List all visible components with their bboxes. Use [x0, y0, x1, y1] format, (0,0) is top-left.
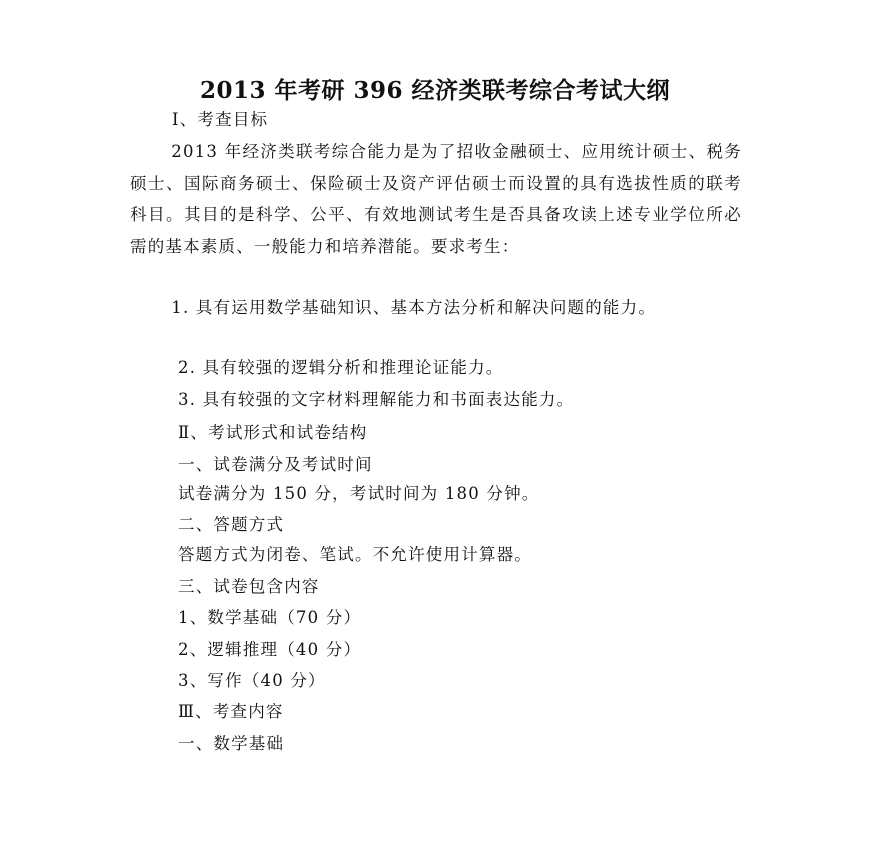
section3-heading: Ⅲ、考查内容 — [178, 702, 284, 721]
section1-heading: Ⅰ、考查目标 — [172, 110, 269, 129]
requirement-2: 2. 具有较强的逻辑分析和推理论证能力。 — [178, 358, 504, 377]
content-item-2: 2、逻辑推理（40 分） — [178, 640, 362, 659]
subsection2-heading: 二、答题方式 — [178, 515, 285, 534]
requirement-1: 1. 具有运用数学基础知识、基本方法分析和解决问题的能力。 — [171, 298, 657, 317]
subsection1-heading: 一、试卷满分及考试时间 — [178, 455, 373, 474]
content-item-3: 3、写作（40 分） — [178, 671, 326, 690]
section3-subsection1-heading: 一、数学基础 — [178, 734, 285, 753]
subsection2-text: 答题方式为闭卷、笔试。不允许使用计算器。 — [178, 545, 532, 564]
subsection1-text: 试卷满分为 150 分，考试时间为 180 分钟。 — [178, 484, 540, 503]
requirement-3: 3. 具有较强的文字材料理解能力和书面表达能力。 — [178, 390, 575, 409]
intro-paragraph: 2013 年经济类联考综合能力是为了招收金融硕士、应用统计硕士、税务硕士、国际商务硕士、保险硕士及资产评估硕士而设置的具有选拔性质的联考科目。其目的是科学、公平、有效地测试考生是否具备攻读上述专业学位所必需的基本素质、一般能力和培养潜能。要求考生： — [130, 142, 742, 256]
subsection3-heading: 三、试卷包含内容 — [178, 577, 320, 596]
document-title: 2013 年考研 396 经济类联考综合考试大纲 — [199, 77, 671, 104]
content-item-1: 1、数学基础（70 分） — [178, 608, 362, 627]
section2-heading: Ⅱ、考试形式和试卷结构 — [178, 423, 368, 442]
